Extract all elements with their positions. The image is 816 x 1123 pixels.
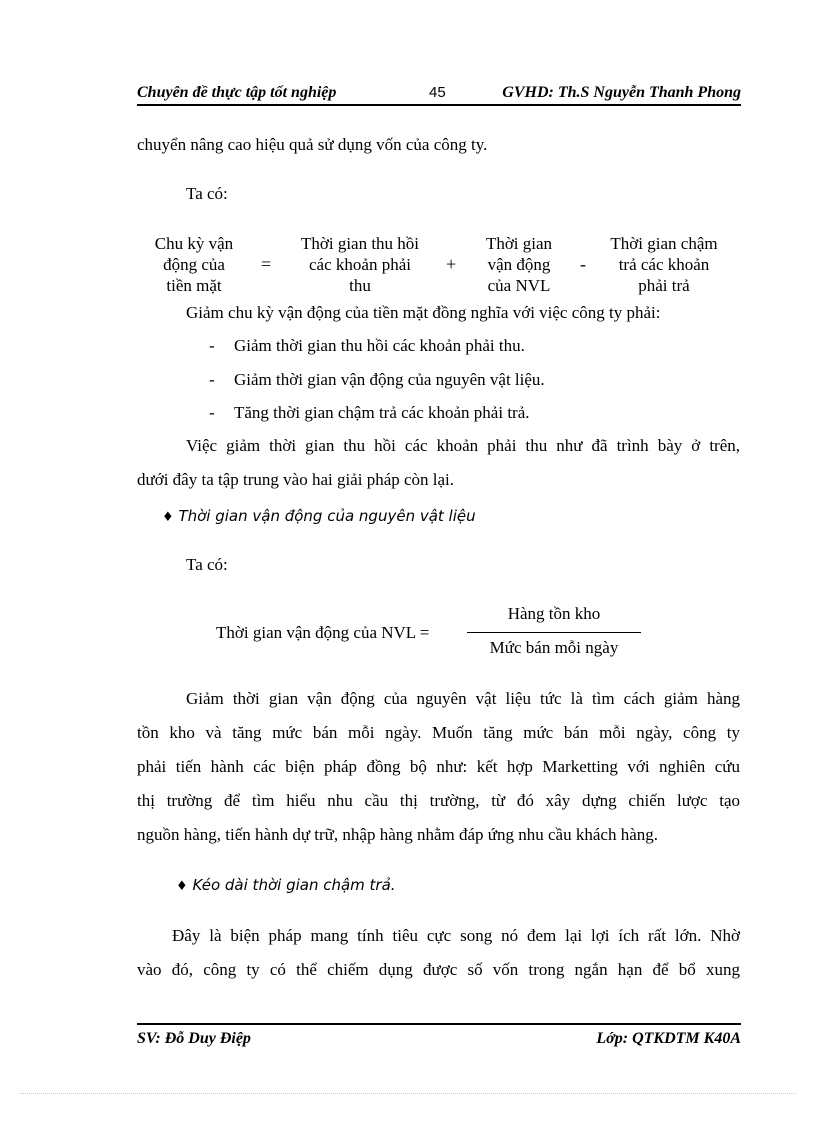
bullet-item: Giảm thời gian thu hồi các khoản phải thu. bbox=[234, 336, 525, 355]
formula-line: vận động bbox=[487, 255, 551, 274]
formula-equals: = bbox=[261, 254, 272, 274]
formula-line: tiền mặt bbox=[166, 276, 222, 295]
section-heading-material-time bbox=[162, 506, 476, 528]
page-footer bbox=[137, 1023, 741, 1051]
formula-line: của NVL bbox=[487, 276, 551, 295]
formula-minus: - bbox=[580, 254, 586, 274]
header-supervisor: GVHD: Th.S Nguyễn Thanh Phong bbox=[502, 84, 741, 101]
formula-line: Thời gian bbox=[485, 234, 553, 253]
paragraph-inventory-line: thị trường để tìm hiểu nhu cầu thị trường, từ đó xây dựng chiến lược tạo bbox=[137, 791, 740, 810]
footer-class: Lớp: QTKDTM K40A bbox=[596, 1030, 741, 1047]
bullet-item: Giảm thời gian vận động của nguyên vật liệu. bbox=[234, 370, 545, 389]
paragraph-inventory-line: nguồn hàng, tiến hành dự trữ, nhập hàng nhằm đáp ứng nhu cầu khách hàng. bbox=[137, 825, 658, 844]
formula2-numerator: Hàng tồn kho bbox=[507, 604, 601, 623]
formula-line: các khoản phải bbox=[309, 255, 411, 274]
bullet-dash: - bbox=[209, 403, 215, 422]
footer-student: SV: Đỗ Duy Điệp bbox=[137, 1030, 251, 1047]
page-edge-divider bbox=[20, 1093, 796, 1094]
formula-term-cash-cycle bbox=[135, 233, 253, 296]
paragraph-review-line: Việc giảm thời gian thu hồi các khoản phải thu như đã trình bày ở trên, bbox=[186, 436, 740, 455]
paragraph-review-line: dưới đây ta tập trung vào hai giải pháp còn lại. bbox=[137, 470, 455, 489]
page-number: 45 bbox=[429, 84, 446, 101]
diamond-bullet-icon: ♦ bbox=[176, 879, 188, 894]
formula2-denominator: Mức bán mỗi ngày bbox=[489, 638, 619, 657]
formula-line: Thời gian chậm bbox=[610, 234, 718, 253]
header-thesis-title: Chuyên đề thực tập tốt nghiệp bbox=[137, 84, 337, 101]
section-heading-delay-payment bbox=[176, 875, 396, 897]
section-title: Kéo dài thời gian chậm trả. bbox=[192, 876, 396, 894]
formula-line: động của bbox=[163, 255, 225, 274]
fraction-bar bbox=[467, 632, 641, 633]
page-header bbox=[137, 80, 741, 106]
paragraph-inventory-line: Giảm thời gian vận động của nguyên vật liệu tức là tìm cách giảm hàng bbox=[186, 689, 740, 708]
formula-plus: + bbox=[446, 254, 457, 274]
diamond-bullet-icon: ♦ bbox=[162, 510, 174, 525]
formula-line: trả các khoản bbox=[618, 255, 710, 274]
formula-line: phải trả bbox=[638, 276, 690, 295]
paragraph-delay-line: vào đó, công ty có thể chiếm dụng được số vốn trong ngắn hạn để bổ xung bbox=[137, 960, 740, 979]
bullet-dash: - bbox=[209, 336, 215, 355]
formula-term-receivables bbox=[282, 233, 438, 296]
bullet-item: Tăng thời gian chậm trả các khoản phải trả. bbox=[234, 403, 530, 422]
formula-term-material bbox=[474, 233, 564, 296]
paragraph-delay-line: Đây là biện pháp mang tính tiêu cực song nó đem lại lợi ích rất lớn. Nhờ bbox=[172, 926, 740, 945]
paragraph-intro: chuyển nâng cao hiệu quả sử dụng vốn của công ty. bbox=[137, 135, 488, 154]
formula2-lhs: Thời gian vận động của NVL = bbox=[216, 623, 430, 642]
paragraph-reduce-cycle: Giảm chu kỳ vận động của tiền mặt đồng nghĩa với việc công ty phải: bbox=[186, 303, 661, 322]
bullet-dash: - bbox=[209, 370, 215, 389]
ta-co-label-1: Ta có: bbox=[186, 184, 228, 203]
paragraph-inventory-line: phải tiến hành các biện pháp đồng bộ như: kết hợp Marketting với nghiên cứu bbox=[137, 757, 740, 776]
formula-term-payables bbox=[600, 233, 728, 296]
formula-line: Chu kỳ vận bbox=[154, 234, 234, 253]
section-title: Thời gian vận động của nguyên vật liệu bbox=[178, 507, 476, 525]
paragraph-inventory-line: tồn kho và tăng mức bán mỗi ngày. Muốn tăng mức bán mỗi ngày, công ty bbox=[137, 723, 740, 742]
formula-line: Thời gian thu hồi bbox=[300, 234, 420, 253]
formula-line: thu bbox=[349, 276, 371, 295]
ta-co-label-2: Ta có: bbox=[186, 555, 228, 574]
